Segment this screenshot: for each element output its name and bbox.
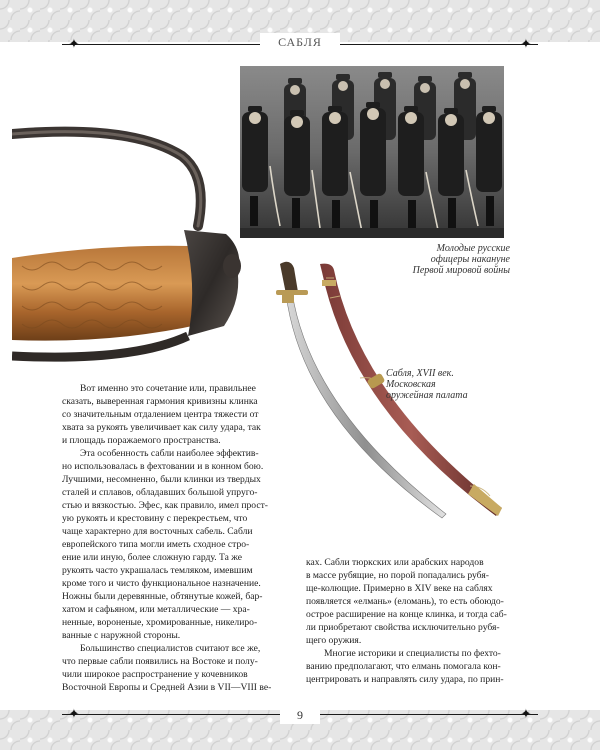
left-text-line: Эта особенность сабли наиболее эффектив- <box>80 448 259 459</box>
right-text-line: в массе рубящие, но порой попадались рубя- <box>306 570 489 581</box>
officers-photo <box>240 66 504 238</box>
photo-caption-line-1: Молодые русские <box>436 243 510 254</box>
sabre-caption-line-1: Сабля, XVII век. <box>386 368 454 379</box>
left-text-column <box>62 382 284 694</box>
left-text-line: Восточной Европы и Средней Азии в VII—VIII ве- <box>62 682 272 693</box>
right-text-line: центрировать и направлять силу удара, по прин- <box>306 674 504 685</box>
right-text-line: ли приобретают свойства исключительно рубя- <box>306 622 500 633</box>
left-text-line: европейского типа могли иметь сходное стро- <box>62 539 250 550</box>
left-text-line: чили широкое распространение у кочевников <box>62 669 248 680</box>
right-text-line: появляется «елмань» (еломань), то есть обоюдо- <box>306 596 504 607</box>
left-text-line: Лучшими, несомненно, были клинки из твердых <box>62 474 261 485</box>
left-text-line: сталей и сплавов, обладавших большой упруго- <box>62 487 258 498</box>
left-text-line: чаще характерно для восточных сабель. Сабли <box>62 526 253 537</box>
sabre-caption-line-3: оружейная палата <box>386 390 468 401</box>
right-text-column <box>306 556 538 686</box>
sabre-hilt-image <box>12 126 247 371</box>
photo-caption-line-2: офицеры накануне <box>430 254 510 265</box>
footer-right-ornament: ✦ <box>520 707 532 722</box>
left-text-line: что первые сабли появились на Востоке и полу- <box>62 656 258 667</box>
left-text-line: хвата за рукоять увеличивает как силу удара, так <box>62 422 261 433</box>
left-text-line: ую рукоять и крестовину с перекрестьем, что <box>62 513 248 524</box>
left-text-line: и площадь поражаемого пространства. <box>62 435 221 446</box>
page-number: 9 <box>280 706 320 724</box>
left-text-line: хатом и сафьяном, или металлические — хра- <box>62 604 250 615</box>
right-text-line: острое расширение на конце клинка, и тогда саб- <box>306 609 507 620</box>
running-header-title: САБЛЯ <box>260 33 340 51</box>
left-text-line: Вот именно это сочетание или, правильнее <box>80 383 256 394</box>
header-left-ornament: ✦ <box>68 37 80 52</box>
left-text-line: сказать, выверенная гармония кривизны клинка <box>62 396 258 407</box>
left-text-line: ненные, вороненые, хромированные, никелиро- <box>62 617 258 628</box>
sabre-caption <box>386 368 486 401</box>
right-text-line: щего оружия. <box>306 635 362 646</box>
left-text-line: кроме того и чисто функциональное назначение. <box>62 578 261 589</box>
sabre-caption-line-2: Московская <box>386 379 436 390</box>
left-text-line: но использовалась в фехтовании и в конном бою. <box>62 461 264 472</box>
left-text-line: ение или иную, более сложную гарду. Та же <box>62 552 243 563</box>
right-text-line: ванию предполагают, что елмань помогала кон- <box>306 661 501 672</box>
left-text-line: со значительным отдалением центра тяжести от <box>62 409 259 420</box>
left-text-line: Большинство специалистов считают все же, <box>80 643 261 654</box>
right-text-line: ках. Сабли тюркских или арабских народов <box>306 557 484 568</box>
left-text-line: Ножны были деревянные, обтянутые кожей, бар- <box>62 591 263 602</box>
photo-caption-line-3: Первой мировой войны <box>412 265 510 276</box>
right-text-line: ще-колющие. Примерно в XIV веке на саблях <box>306 583 493 594</box>
right-text-line: Многие историки и специалисты по фехто- <box>324 648 501 659</box>
left-text-line: ванные с наружной стороны. <box>62 630 181 641</box>
left-text-line: стью и вязкостью. Эфес, как правило, имел прост- <box>62 500 268 511</box>
footer-left-ornament: ✦ <box>68 707 80 722</box>
header-right-ornament: ✦ <box>520 37 532 52</box>
left-text-line: рукоять часто украшалась темляком, имевшим <box>62 565 253 576</box>
